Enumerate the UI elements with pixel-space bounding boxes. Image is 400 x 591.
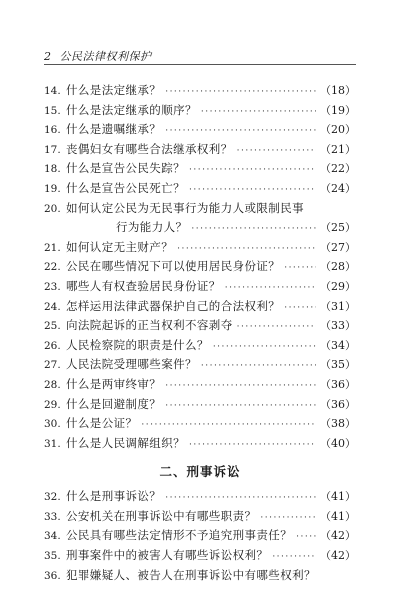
entry-number: 14. — [44, 85, 61, 97]
toc-entry[interactable] — [44, 567, 356, 587]
dot-leader — [296, 532, 316, 542]
entry-page: （34） — [320, 338, 356, 352]
dot-leader — [191, 224, 316, 234]
entry-page: （22） — [320, 162, 356, 176]
toc-entry[interactable] — [44, 239, 356, 259]
toc-entry[interactable] — [44, 82, 356, 102]
toc-entry[interactable] — [44, 435, 356, 455]
toc-section-criminal — [44, 488, 356, 586]
entry-title: 公民在哪些情况下可以使用居民身份证？ — [66, 259, 281, 274]
entry-page: （36） — [320, 397, 356, 411]
entry-page: （20） — [320, 123, 356, 137]
entry-number: 27. — [44, 359, 61, 372]
toc-entry[interactable] — [44, 258, 356, 278]
entry-title: 哪些人有权查验居民身份证？ — [66, 278, 221, 293]
entry-page: （40） — [320, 436, 356, 450]
dot-leader — [177, 244, 316, 254]
toc-entry[interactable] — [44, 527, 356, 547]
dot-leader — [284, 263, 316, 273]
entry-page: （41） — [320, 490, 356, 504]
entry-title: 犯罪嫌疑人、被告人在刑事诉讼中有哪些权利？ — [66, 567, 316, 582]
section-title: 二、刑事诉讼 — [159, 464, 241, 480]
dot-leader — [189, 165, 316, 175]
dot-leader — [189, 185, 316, 195]
entry-number: 19. — [44, 182, 61, 195]
dot-leader — [213, 342, 316, 352]
page-number: 2 — [44, 50, 52, 63]
toc-entry[interactable] — [44, 141, 356, 161]
entry-title: 什么是宣告公民失踪？ — [66, 161, 185, 176]
header-rule — [44, 64, 356, 65]
entry-page: （18） — [320, 84, 356, 97]
toc-entry[interactable] — [44, 376, 356, 396]
dot-leader — [165, 401, 316, 411]
toc-entry[interactable] — [44, 508, 356, 528]
entry-number: 36. — [44, 569, 61, 582]
entry-number: 22. — [44, 261, 61, 274]
entry-page: （42） — [320, 549, 356, 563]
entry-number: 24. — [44, 300, 61, 313]
dot-leader — [141, 420, 316, 430]
entry-number: 25. — [44, 320, 61, 333]
book-title: 公民法律权利保护 — [59, 50, 152, 63]
toc-entry[interactable] — [44, 298, 356, 318]
entry-title: 公安机关在刑事诉讼中有哪些职责？ — [66, 508, 257, 523]
entry-number: 32. — [44, 491, 61, 504]
toc-entry[interactable] — [44, 121, 356, 141]
entry-number: 18. — [44, 163, 61, 176]
dot-leader — [284, 303, 316, 313]
entry-title: 如何认定公民为无民事行为能力人或限制民事 — [66, 200, 304, 215]
toc-entry[interactable] — [44, 356, 356, 376]
entry-number: 34. — [44, 530, 61, 543]
entry-page: （19） — [320, 103, 356, 117]
entry-number: 23. — [44, 280, 61, 293]
entry-page: （25） — [320, 221, 356, 235]
entry-title: 什么是法定继承的顺序？ — [66, 102, 197, 117]
entry-title: 什么是宣告公民死亡？ — [66, 180, 185, 195]
toc-entry[interactable] — [44, 102, 356, 122]
entry-page: （28） — [320, 260, 356, 274]
entry-title: 什么是两审终审？ — [66, 376, 162, 391]
entry-title: 什么是遗嘱继承？ — [66, 122, 162, 137]
entry-number: 29. — [44, 398, 61, 411]
entry-page: （33） — [320, 319, 356, 333]
dot-leader — [189, 440, 316, 450]
toc-entry[interactable] — [44, 278, 356, 298]
entry-title: 公民具有哪些法定情形不予追究刑事责任？ — [66, 528, 293, 543]
running-header — [44, 48, 152, 64]
toc-entry[interactable] — [44, 180, 356, 200]
dot-leader — [165, 381, 316, 391]
entry-title: 什么是人民调解组织？ — [66, 435, 185, 450]
entry-title: 怎样运用法律武器保护自己的合法权利？ — [66, 298, 281, 313]
entry-page: （42） — [320, 529, 356, 543]
entry-title: 什么是法定继承？ — [66, 83, 162, 97]
entry-title: 什么是回避制度？ — [66, 396, 162, 411]
entry-title: 什么是公证？ — [66, 416, 138, 431]
toc-entry[interactable] — [44, 200, 356, 220]
dot-leader — [237, 322, 316, 332]
toc-entry[interactable] — [44, 317, 356, 337]
entry-number: 33. — [44, 510, 61, 523]
entry-title: 向法院起诉的正当权利不容剥夺 — [66, 318, 233, 333]
entry-title: 什么是刑事诉讼？ — [66, 489, 162, 504]
entry-number: 17. — [44, 143, 61, 156]
dot-leader — [201, 361, 316, 371]
entry-page: （24） — [320, 181, 356, 195]
entry-number: 35. — [44, 550, 61, 563]
entry-title: 人民检察院的职责是什么？ — [66, 337, 209, 352]
table-of-contents — [44, 82, 356, 586]
entry-page: （27） — [320, 240, 356, 254]
dot-leader — [260, 513, 316, 523]
entry-page: （31） — [320, 299, 356, 313]
entry-title: 丧偶妇女有哪些合法继承权利？ — [66, 141, 233, 156]
toc-entry[interactable] — [44, 396, 356, 416]
dot-leader — [165, 126, 316, 136]
toc-entry[interactable] — [44, 219, 356, 239]
entry-number: 15. — [44, 104, 61, 117]
entry-title: 刑事案件中的被害人有哪些诉讼权利？ — [66, 548, 269, 563]
dot-leader — [225, 283, 316, 293]
entry-title: 人民法院受理哪些案件？ — [66, 357, 197, 372]
dot-leader — [201, 107, 316, 117]
dot-leader — [165, 493, 316, 503]
entry-number: 31. — [44, 437, 61, 450]
entry-number: 20. — [44, 202, 61, 215]
entry-page: （41） — [320, 509, 356, 523]
entry-number: 16. — [44, 124, 61, 137]
entry-page: （29） — [320, 279, 356, 293]
dot-leader — [272, 552, 316, 562]
entry-number: 30. — [44, 418, 61, 431]
entry-title: 行为能力人？ — [116, 220, 188, 235]
entry-page: （21） — [320, 142, 356, 156]
entry-title: 如何认定无主财产？ — [66, 239, 174, 254]
entry-number: 21. — [44, 241, 61, 254]
entry-page: （36） — [320, 377, 356, 391]
entry-number: 26. — [44, 339, 61, 352]
entry-page: （38） — [320, 417, 356, 431]
toc-entry[interactable] — [44, 415, 356, 435]
dot-leader — [237, 146, 316, 156]
dot-leader — [165, 87, 316, 97]
toc-entry[interactable] — [44, 160, 356, 180]
entry-number: 28. — [44, 378, 61, 391]
toc-entry[interactable] — [44, 337, 356, 357]
toc-entry[interactable] — [44, 488, 356, 508]
toc-section-civil — [44, 82, 356, 454]
entry-page: （35） — [320, 358, 356, 372]
toc-entry[interactable] — [44, 547, 356, 567]
